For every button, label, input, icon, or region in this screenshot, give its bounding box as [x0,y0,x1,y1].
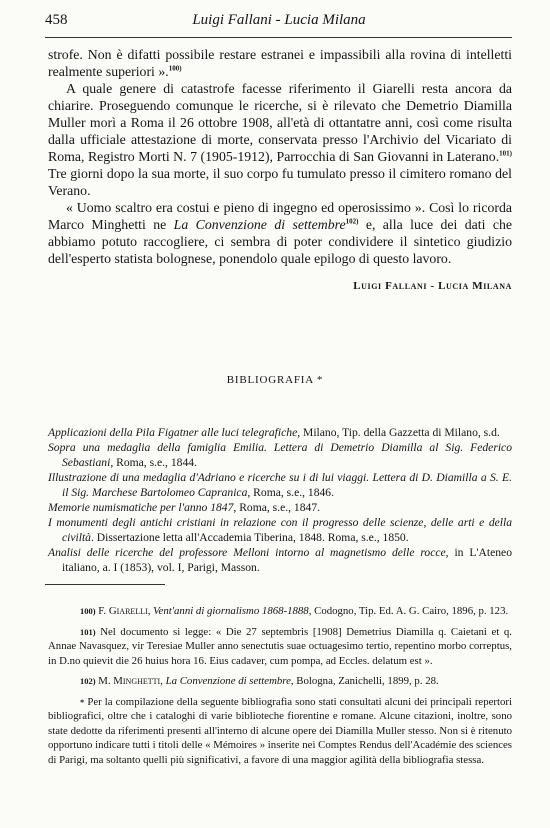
cited-title: La Convenzione di settembre [173,217,346,232]
bibliography-entry: I monumenti degli antichi cristiani in relazione con il progresso delle scienze, delle arti e della civiltà. Dissertazione letta all'Accademia Tiberina, 1848. Roma, s.e., 1850. [48,516,512,544]
footnote-101: 101) Nel documento si legge: « Die 27 septembris [1908] Demetrius Diamilla q. Caietani et q. Annae Navasquez, vir Teresiae Muller anno senectutis suae octuagesimo tertio, repentino morbo correptus, in D.no quievit die 26 huius hora 16. Eius cadaver, cum pompa, ad Eccles. delatum est ». [48,625,513,667]
author-signature: Luigi Fallani - Lucia Milana [353,280,512,292]
header-rule [45,37,512,38]
footnote-star: * Per la compilazione della seguente bibliografia sono stati consultati alcuni dei principali repertori bibliografici, oltre che i cataloghi di varie biblioteche fiorentine e romane. Alcune citazioni, inoltre, sono state dedotte da riferimenti presenti all'interno di alcune opere dei Diamilla Muller stesso. Non si è ritenuto opportuno indicare tutti i titoli delle « Mémoires » inserite nei Comptes Rendus dell'Académie des sciences di Parigi, ma soltanto quelli più significativi, a favore di una maggior agilità della bibliografia stessa. [48,695,513,766]
bibliography-entry: Applicazioni della Pila Figatner alle luci telegrafiche, Milano, Tip. della Gazzetta di Milano, s.d. [48,426,500,439]
footnote-ref-100[interactable]: 100) [168,64,182,73]
footnote-102: 102) M. Minghetti, La Convenzione di settembre, Bologna, Zanichelli, 1899, p. 28. [80,675,439,687]
footnote-100: 100) F. Giarelli, Vent'anni di giornalismo 1868-1888, Codogno, Tip. Ed. A. G. Cairo, 1896, p. 123. [80,605,509,617]
page-number: 458 [45,12,68,28]
bibliography-entry: Memorie numismatiche per l'anno 1847, Roma, s.e., 1847. [48,501,321,514]
footnotes [48,604,512,773]
footnote-ref-102[interactable]: 102) [345,217,359,226]
running-head: Luigi Fallani - Lucia Milana [192,12,366,28]
paragraph-1: strofe. Non è difatti possibile restare estranei e impassibili alla rovina di intelletti realmente superiori ».$^{100)}$ [48,47,512,79]
footnote-ref-101[interactable]: 101) [499,149,512,158]
footnote-rule [45,584,165,585]
bibliography-entry: Illustrazione di una medaglia d'Adriano e ricerche su i di lui viaggi. Lettera di D. Diamilla a S. E. il Sig. Marchese Bartolomeo Capranica, Roma, s.e., 1846. [48,471,512,499]
page-header [45,12,513,36]
bibliography-entry: Sopra una medaglia della famiglia Emilia. Lettera di Demetrio Diamilla al Sig. Federico Sebastiani, Roma, s.e., 1844. [48,441,512,469]
paragraph-2: A quale genere di catastrofe facesse riferimento il Giarelli resta ancora da chiarire. Proseguendo comunque le ricerche, si è rilevato che Demetrio Diamilla Muller morì a Roma il 26 ottobre 1908, all'età di ottantatre anni, così come risulta dalla ufficiale attestazione di morte, conservata presso l'Archivio del Vicariato di Roma, Registro Morti N. 7 (1905-1912), Parrocchia di San Giovanni in Laterano.$^{101)}$ Tre giorni dopo la sua morte, il suo corpo fu tumulato presso il cimitero romano del Verano. [48,81,512,198]
paragraph-3: « Uomo scaltro era costui e pieno di ingegno ed operosissimo ». Così lo ricorda Marco Minghetti ne La Convenzione di settembre$^{102)}$ e, alla luce dei dati che abbiamo potuto raccogliere, ci sembra di poter condividere il sintetico giudizio dell'esperto statista bolognese, ponendolo quale epilogo di questo lavoro. [48,200,512,266]
bibliography-entry: Analisi delle ricerche del professore Melloni intorno al magnetismo delle rocce, in L'Ateneo italiano, a. I (1853), vol. I, Parigi, Masson. [48,546,512,574]
bibliography-list [48,425,512,575]
bibliography-heading: BIBLIOGRAFIA * [226,374,324,386]
body-text [48,46,512,295]
